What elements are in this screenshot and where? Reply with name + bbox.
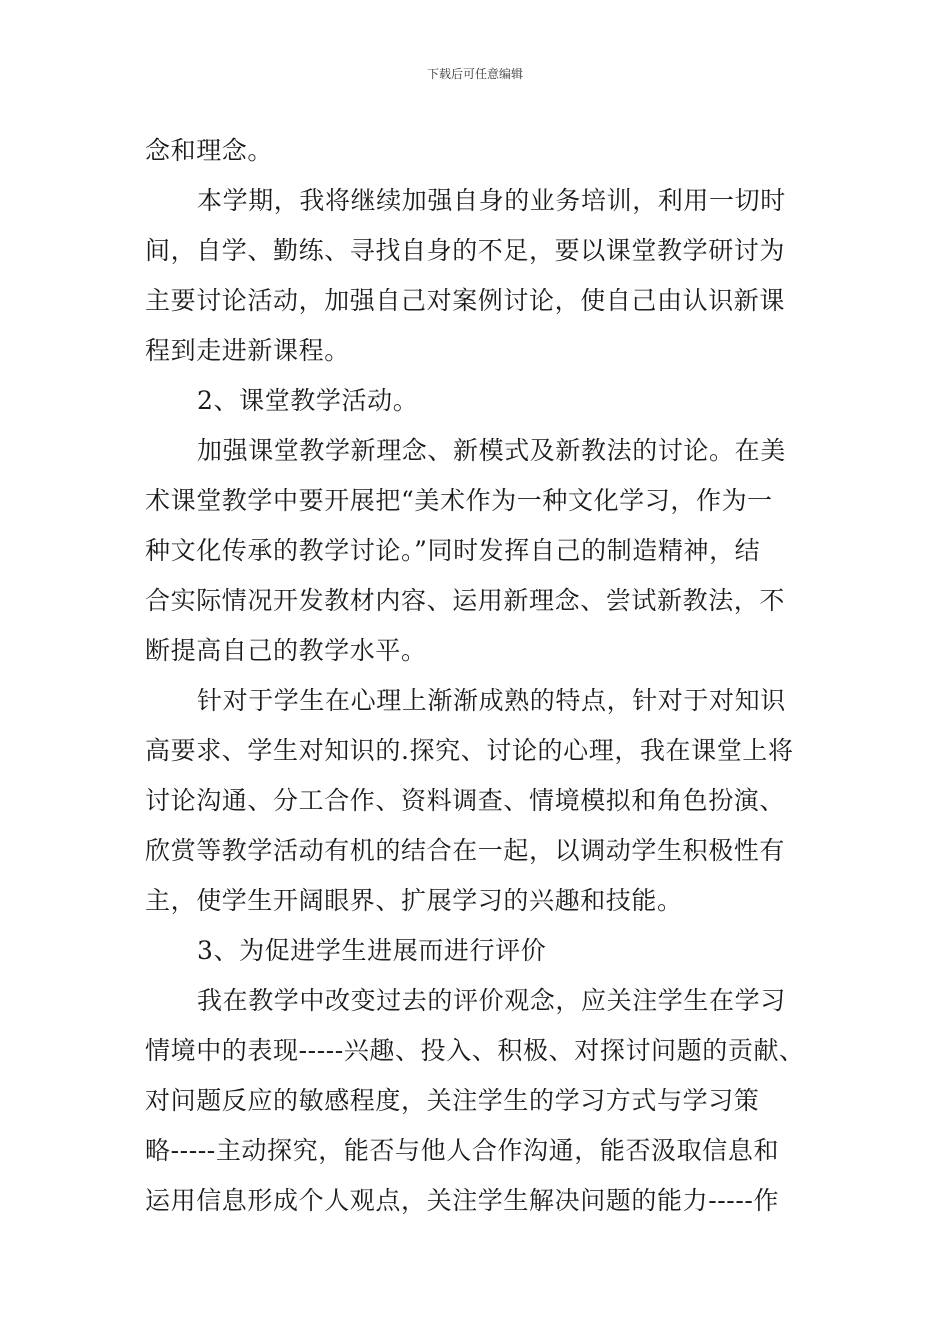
text-line: 欣赏等教学活动有机的结合在一起，以调动学生积极性有	[145, 836, 786, 865]
text-line: 对问题反应的敏感程度，关注学生的学习方式与学习策	[145, 1086, 760, 1115]
text-line: 高要求、学生对知识的.探究、讨论的心理，我在课堂上将	[145, 736, 794, 765]
text-line: 情境中的表现-----兴趣、投入、积极、对探讨问题的贡献、	[145, 1036, 805, 1065]
text-line: 主要讨论活动，加强自己对案例讨论，使自己由认识新课	[145, 286, 786, 315]
document-body	[145, 126, 835, 1226]
paragraph	[145, 126, 835, 176]
text-line: 2、课堂教学活动。	[197, 386, 419, 415]
text-line: 间，自学、勤练、寻找自身的不足，要以课堂教学研讨为	[145, 236, 786, 265]
text-line: 术课堂教学中要开展把“美术作为一种文化学习，作为一	[145, 486, 773, 515]
text-line: 加强课堂教学新理念、新模式及新教法的讨论。在美	[197, 436, 786, 465]
text-line: 程到走进新课程。	[145, 336, 350, 365]
page-header: 下载后可任意编辑	[426, 67, 523, 81]
text-line: 运用信息形成个人观点，关注学生解决问题的能力-----作	[145, 1186, 780, 1215]
text-line: 种文化传承的教学讨论。”同时发挥自己的制造精神，结	[145, 536, 761, 565]
text-line: 略-----主动探究，能否与他人合作沟通，能否汲取信息和	[145, 1136, 780, 1165]
paragraph	[145, 176, 835, 376]
section-heading	[145, 926, 835, 976]
text-line: 念和理念。	[145, 136, 274, 165]
section-heading	[145, 376, 835, 426]
paragraph	[145, 976, 835, 1226]
text-line: 断提高自己的教学水平。	[145, 636, 427, 665]
text-line: 针对于学生在心理上渐渐成熟的特点，针对于对知识	[197, 686, 786, 715]
text-line: 合实际情况开发教材内容、运用新理念、尝试新教法，不	[145, 586, 786, 615]
text-line: 3、为促进学生进展而进行评价	[197, 936, 547, 965]
text-line: 讨论沟通、分工合作、资料调查、情境模拟和角色扮演、	[145, 786, 786, 815]
text-line: 本学期，我将继续加强自身的业务培训，利用一切时	[197, 186, 786, 215]
text-line: 主，使学生开阔眼界、扩展学习的兴趣和技能。	[145, 886, 683, 915]
text-line: 我在教学中改变过去的评价观念，应关注学生在学习	[197, 986, 786, 1015]
paragraph	[145, 426, 835, 676]
paragraph	[145, 676, 835, 926]
